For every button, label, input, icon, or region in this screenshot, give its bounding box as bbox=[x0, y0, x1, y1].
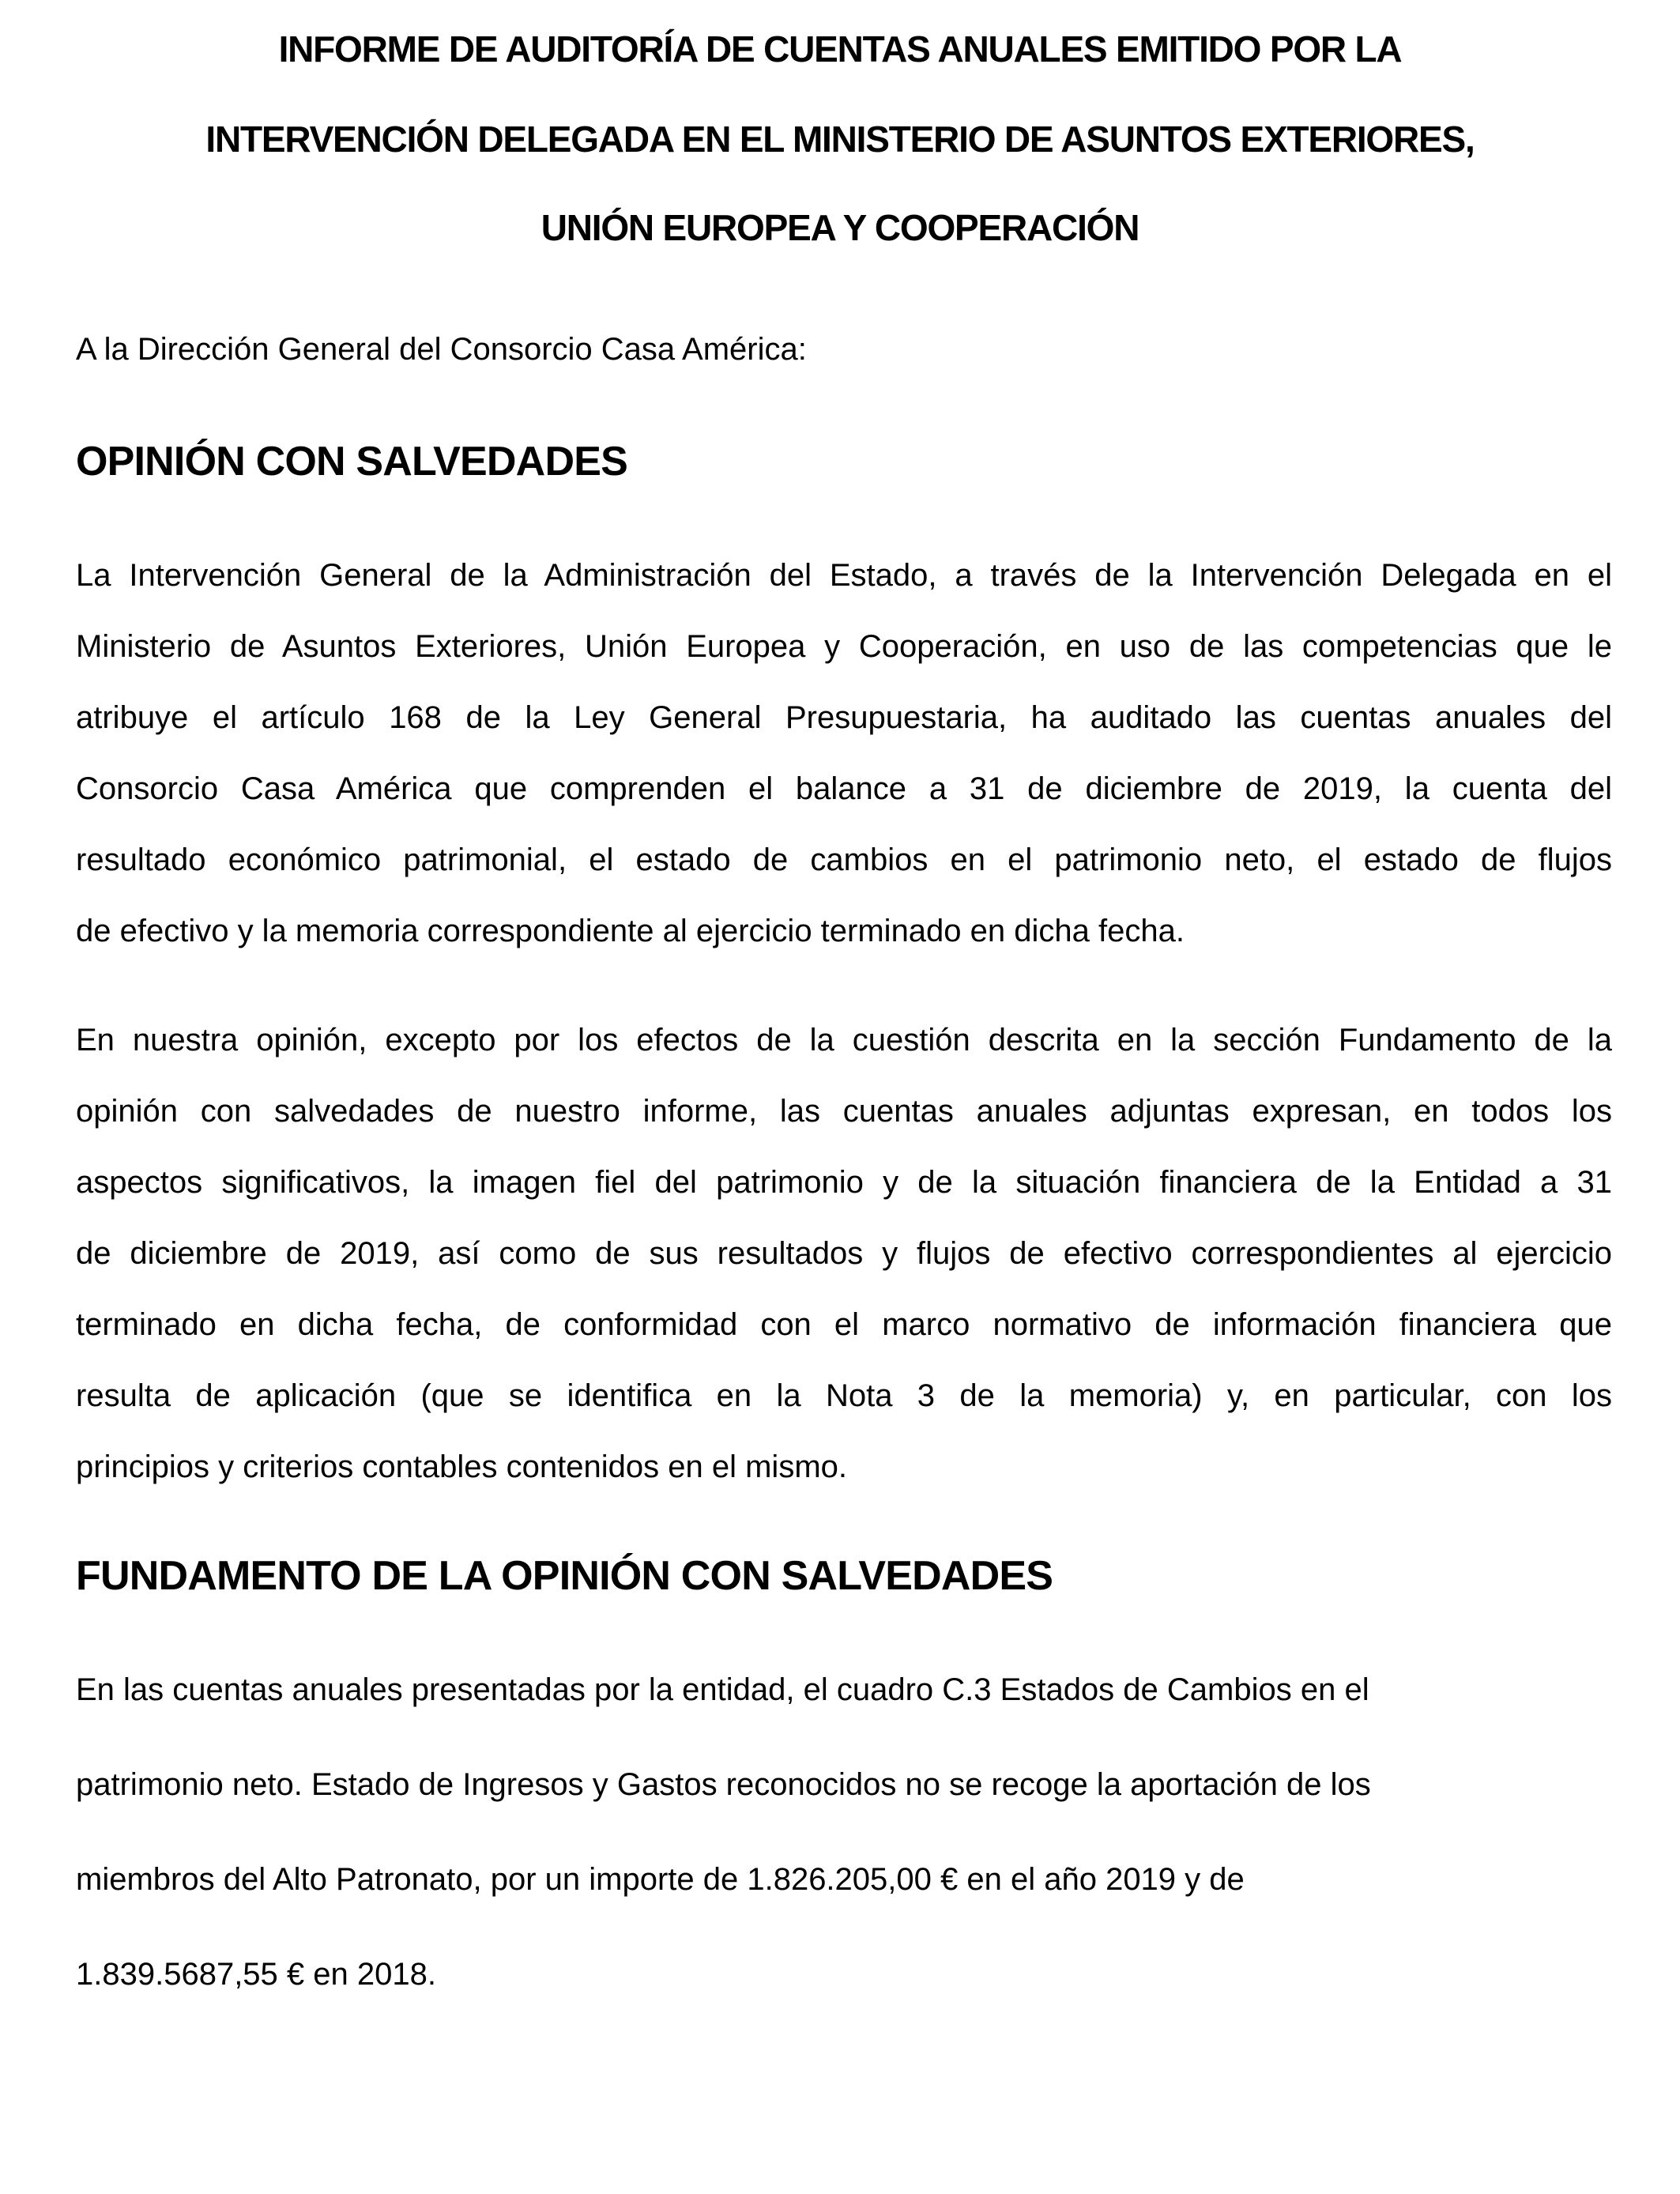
title-line-1: INFORME DE AUDITORÍA DE CUENTAS ANUALES EMITIDO POR LA bbox=[278, 28, 1402, 70]
paragraph-line: resulta de aplicación (que se identifica en la Nota 3 de la memoria) y, en particular, con los bbox=[76, 1378, 1612, 1413]
paragraph-line: de diciembre de 2019, así como de sus resultados y flujos de efectivo correspondientes al ejercicio bbox=[76, 1236, 1612, 1271]
salutation: A la Dirección General del Consorcio Casa América: bbox=[76, 332, 807, 367]
section-heading-basis: FUNDAMENTO DE LA OPINIÓN CON SALVEDADES bbox=[76, 1553, 1053, 1599]
paragraph-line: principios y criterios contables contenidos en el mismo. bbox=[76, 1449, 847, 1484]
paragraph-line: resultado económico patrimonial, el estado de cambios en el patrimonio neto, el estado de flujos bbox=[76, 843, 1612, 877]
paragraph-line: aspectos significativos, la imagen fiel del patrimonio y de la situación financiera de la Entidad a 31 bbox=[76, 1165, 1612, 1200]
title-line-3: UNIÓN EUROPEA Y COOPERACIÓN bbox=[541, 207, 1139, 248]
paragraph-line: patrimonio neto. Estado de Ingresos y Gastos reconocidos no se recoge la aportación de los bbox=[76, 1767, 1371, 1802]
title-line-2: INTERVENCIÓN DELEGADA EN EL MINISTERIO DE ASUNTOS EXTERIORES, bbox=[205, 119, 1475, 160]
paragraph-line: atribuye el artículo 168 de la Ley General Presupuestaria, ha auditado las cuentas anuales del bbox=[76, 700, 1612, 735]
paragraph-line: de efectivo y la memoria correspondiente al ejercicio terminado en dicha fecha. bbox=[76, 914, 1185, 948]
paragraph-line: miembros del Alto Patronato, por un importe de 1.826.205,00 € en el año 2019 y de bbox=[76, 1862, 1245, 1897]
section-heading-opinion: OPINIÓN CON SALVEDADES bbox=[76, 439, 627, 484]
paragraph-line: Ministerio de Asuntos Exteriores, Unión Europea y Cooperación, en uso de las competencias que le bbox=[76, 629, 1612, 664]
paragraph-line: opinión con salvedades de nuestro informe, las cuentas anuales adjuntas expresan, en todos los bbox=[76, 1094, 1612, 1129]
paragraph-line: terminado en dicha fecha, de conformidad con el marco normativo de información financiera que bbox=[76, 1307, 1612, 1342]
paragraph-line: En nuestra opinión, excepto por los efectos de la cuestión descrita en la sección Fundamento de la bbox=[76, 1023, 1612, 1057]
paragraph-line: La Intervención General de la Administración del Estado, a través de la Intervención Delegada en el bbox=[76, 558, 1612, 593]
paragraph-line: 1.839.5687,55 € en 2018. bbox=[76, 1957, 436, 1992]
paragraph-line: En las cuentas anuales presentadas por la entidad, el cuadro C.3 Estados de Cambios en el bbox=[76, 1672, 1369, 1707]
paragraph-line: Consorcio Casa América que comprenden el balance a 31 de diciembre de 2019, la cuenta del bbox=[76, 771, 1612, 806]
